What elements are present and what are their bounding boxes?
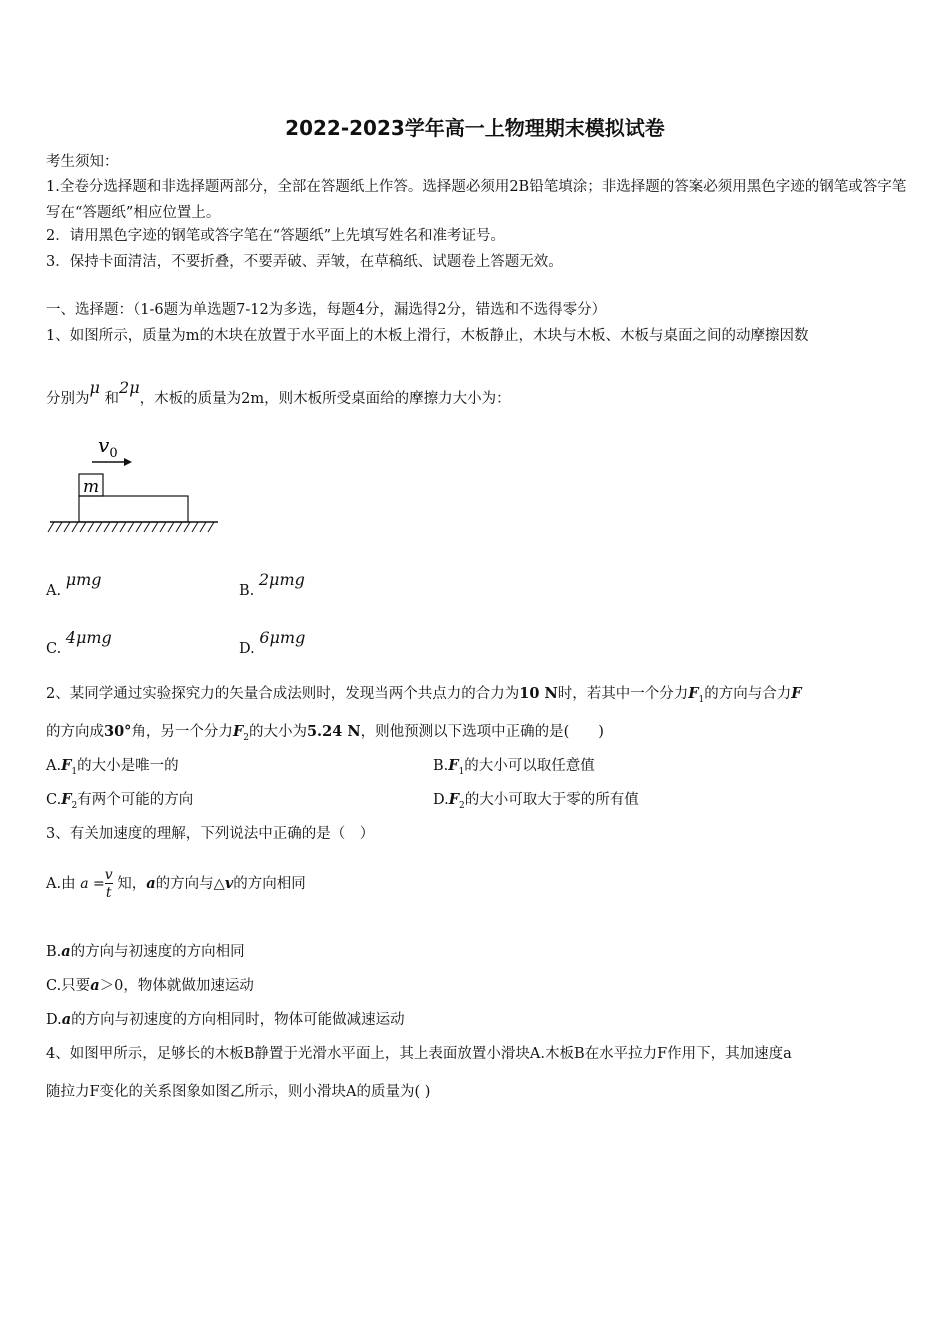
- q2-option-c[interactable]: $C.F_2$有两个可能的方向: [46, 791, 194, 811]
- ground-hatching: [48, 522, 214, 532]
- q1-option-a[interactable]: A. μmg: [46, 570, 102, 599]
- notice-item-3: 3．保持卡面清洁，不要折叠，不要弄破、弄皱，在草稿纸、试题卷上答题无效。: [46, 254, 563, 270]
- q1-figure: [46, 428, 226, 540]
- mu-symbol: μ: [89, 378, 100, 397]
- q1-pre: 分别为: [46, 391, 90, 407]
- q3-option-c[interactable]: C.只要a＞0，物体就做加速运动: [46, 977, 254, 994]
- q2-stem-line2: 的方向成30°角，另一个分力$F_2$的大小为5.24 N，则他预测以下选项中正确的是( ): [46, 723, 604, 743]
- q4-stem-line1: 4、如图甲所示，足够长的木板B静置于光滑水平面上，其上表面放置小滑块A.木板B在水平拉力F作用下，其加速度a: [46, 1046, 792, 1062]
- velocity-label: $v_0$: [98, 433, 118, 461]
- q2-option-b[interactable]: $B.F_1$的大小可以取任意值: [433, 757, 595, 777]
- board: [79, 496, 188, 522]
- section-heading: 一、选择题：（1-6题为单选题7-12为多选，每题4分，漏选得2分，错选和不选得零分）: [46, 302, 607, 318]
- q2-option-a[interactable]: $A.F_1$的大小是唯一的: [46, 757, 179, 777]
- q3-option-d[interactable]: D.a的方向与初速度的方向相同时，物体可能做减速运动: [46, 1011, 405, 1028]
- q2-stem-line1: 2、某同学通过实验探究力的矢量合成法则时，发现当两个共点力的合力为10 N时，若其中一个分力$F_1$的方向与合力F: [46, 685, 802, 705]
- q2-option-d[interactable]: $D.F_2$的大小可取大于零的所有值: [433, 791, 639, 811]
- q1-option-c[interactable]: C. 4μmg: [46, 628, 112, 657]
- q4-stem-line2: 随拉力F变化的关系图象如图乙所示，则小滑块A的质量为( ): [46, 1084, 431, 1100]
- q1-option-d[interactable]: D. 6μmg: [239, 628, 306, 657]
- notice-item-1: 1.全卷分选择题和非选择题两部分，全部在答题纸上作答。选择题必须用2B铅笔填涂；非选择题的答案必须用黑色字迹的钢笔或答字笔写在“答题纸”相应位置上。: [46, 179, 907, 221]
- block-label: m: [83, 477, 100, 497]
- q3-stem: 3、有关加速度的理解，下列说法中正确的是（ ）: [46, 826, 375, 842]
- notice-heading: 考生须知：: [46, 154, 119, 170]
- q1-stem-line2: [46, 378, 511, 409]
- q1-stem-line1: 1、如图所示，质量为m的木块在放置于水平面上的木板上滑行，木板静止，木块与木板、木板与桌面之间的动摩擦因数: [46, 328, 809, 344]
- notice-item-2: 2．请用黑色字迹的钢笔或答字笔在“答题纸”上先填写姓名和准考证号。: [46, 228, 506, 244]
- q1-option-b[interactable]: B. 2μmg: [239, 570, 305, 599]
- q1-post: ，木板的质量为2m，则木板所受桌面给的摩擦力大小为：: [139, 391, 511, 407]
- two-mu-symbol: 2μ: [119, 378, 140, 397]
- velocity-arrow-head: [124, 458, 132, 466]
- q3-option-b[interactable]: B.a的方向与初速度的方向相同: [46, 943, 245, 960]
- q1-and: 和: [104, 391, 120, 407]
- page-title: 2022-2023学年高一上物理期末模拟试卷: [285, 116, 665, 140]
- q3-option-a[interactable]: A.由 a = $\frac{v}{t}$ 知，a的方向与△v的方向相同: [46, 867, 306, 901]
